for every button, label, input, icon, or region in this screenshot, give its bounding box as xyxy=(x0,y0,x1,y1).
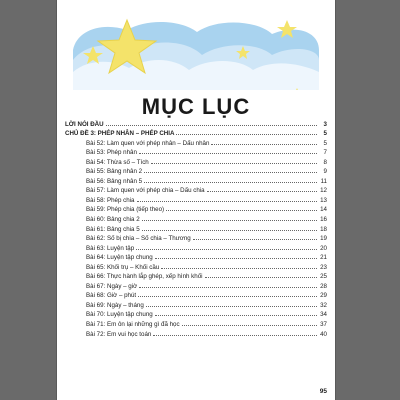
toc-lesson-row xyxy=(65,242,327,252)
toc-section-row xyxy=(65,118,327,128)
toc-entry-page: 21 xyxy=(320,254,327,262)
toc-entry-page: 29 xyxy=(320,292,327,300)
toc-entry-page: 28 xyxy=(320,282,327,290)
toc-entry-page: 7 xyxy=(323,149,327,157)
toc-dot-leader xyxy=(166,209,317,211)
toc-entry-page: 14 xyxy=(320,206,327,214)
toc-dot-leader xyxy=(106,124,317,126)
toc-dot-leader xyxy=(193,238,317,240)
toc-lesson-row xyxy=(65,213,327,223)
toc-entry-label: Bài 59: Phép chia (tiếp theo) xyxy=(86,206,165,214)
toc-lesson-row xyxy=(65,328,327,338)
toc-entry-page: 13 xyxy=(320,196,327,204)
toc-entry-label: Bài 64: Luyện tập chung xyxy=(86,254,153,262)
toc-entry-page: 20 xyxy=(320,244,327,252)
toc-entry-label: Bài 62: Số bị chia – Số chia – Thương xyxy=(86,235,191,243)
toc-entry-page: 3 xyxy=(323,120,327,128)
toc-entry-page: 11 xyxy=(320,177,327,185)
table-of-contents xyxy=(65,118,327,338)
toc-entry-label: Bài 56: Bảng nhân 5 xyxy=(86,177,143,185)
toc-dot-leader xyxy=(205,276,317,278)
toc-lesson-row xyxy=(65,271,327,281)
toc-lesson-row xyxy=(65,280,327,290)
toc-lesson-row xyxy=(65,166,327,176)
toc-lesson-row xyxy=(65,299,327,309)
toc-entry-page: 32 xyxy=(320,301,327,309)
toc-entry-page: 37 xyxy=(320,321,327,329)
toc-entry-page: 5 xyxy=(323,130,327,138)
toc-entry-page: 34 xyxy=(320,311,327,319)
toc-dot-leader xyxy=(142,219,317,221)
toc-entry-label: LỜI NÓI ĐẦU xyxy=(65,120,104,128)
toc-dot-leader xyxy=(138,295,317,297)
toc-entry-label: Bài 65: Khối trụ – Khối cầu xyxy=(86,263,160,271)
toc-lesson-row xyxy=(65,204,327,214)
toc-dot-leader xyxy=(155,314,317,316)
toc-dot-leader xyxy=(155,257,317,259)
toc-dot-leader xyxy=(139,286,317,288)
toc-lesson-row xyxy=(65,156,327,166)
toc-entry-label: Bài 58: Phép chia xyxy=(86,196,135,204)
toc-entry-label: Bài 70: Luyện tập chung xyxy=(86,311,153,319)
toc-lesson-row xyxy=(65,175,327,185)
toc-entry-label: Bài 72: Em vui học toán xyxy=(86,330,152,338)
toc-entry-page: 5 xyxy=(323,139,327,147)
toc-entry-label: Bài 71: Em ôn lại những gì đã học xyxy=(86,321,180,329)
toc-lesson-row xyxy=(65,137,327,147)
toc-lesson-row xyxy=(65,261,327,271)
toc-entry-label: Bài 54: Thừa số – Tích xyxy=(86,158,149,166)
toc-dot-leader xyxy=(207,190,317,192)
toc-entry-label: CHỦ ĐỀ 3: PHÉP NHÂN – PHÉP CHIA xyxy=(65,130,175,138)
toc-entry-page: 9 xyxy=(323,168,327,176)
toc-entry-page: 23 xyxy=(320,263,327,271)
toc-entry-label: Bài 57: Làm quen với phép chia – Dấu chia xyxy=(86,187,205,195)
toc-entry-page: 8 xyxy=(323,158,327,166)
toc-dot-leader xyxy=(151,162,317,164)
toc-section-row xyxy=(65,128,327,138)
toc-lesson-row xyxy=(65,223,327,233)
toc-lesson-row xyxy=(65,185,327,195)
toc-entry-label: Bài 52: Làm quen với phép nhân – Dấu nhân xyxy=(86,139,210,147)
toc-entry-label: Bài 67: Ngày – giờ xyxy=(86,282,138,290)
toc-dot-leader xyxy=(139,152,317,154)
toc-dot-leader xyxy=(153,334,317,336)
toc-dot-leader xyxy=(136,248,317,250)
toc-entry-label: Bài 55: Bảng nhân 2 xyxy=(86,168,143,176)
toc-lesson-row xyxy=(65,290,327,300)
page-number: 95 xyxy=(319,388,327,395)
toc-lesson-row xyxy=(65,233,327,243)
viewer-right-margin xyxy=(335,0,400,400)
toc-entry-page: 40 xyxy=(320,330,327,338)
toc-entry-page: 16 xyxy=(320,216,327,224)
toc-entry-label: Bài 66: Thực hành lắp ghép, xếp hình khối xyxy=(86,273,203,281)
toc-lesson-row xyxy=(65,309,327,319)
toc-entry-page: 19 xyxy=(320,235,327,243)
toc-entry-label: Bài 68: Giờ – phút xyxy=(86,292,137,300)
toc-dot-leader xyxy=(146,305,317,307)
toc-lesson-row xyxy=(65,318,327,328)
toc-dot-leader xyxy=(211,143,317,145)
book-page xyxy=(57,0,335,400)
toc-entry-page: 18 xyxy=(320,225,327,233)
toc-dot-leader xyxy=(137,200,317,202)
toc-dot-leader xyxy=(176,133,317,135)
toc-entry-label: Bài 60: Bảng chia 2 xyxy=(86,216,140,224)
toc-lesson-row xyxy=(65,252,327,262)
toc-entry-label: Bài 61: Bảng chia 5 xyxy=(86,225,140,233)
toc-dot-leader xyxy=(144,181,317,183)
toc-lesson-row xyxy=(65,194,327,204)
toc-dot-leader xyxy=(161,267,317,269)
sky-banner-illustration xyxy=(57,0,335,90)
toc-dot-leader xyxy=(142,229,317,231)
toc-entry-label: Bài 63: Luyện tập xyxy=(86,244,135,252)
page-title: MỤC LỤC xyxy=(141,94,251,119)
toc-dot-leader xyxy=(182,324,317,326)
toc-lesson-row xyxy=(65,147,327,157)
toc-entry-page: 25 xyxy=(320,273,327,281)
toc-entry-page: 12 xyxy=(320,187,327,195)
viewer-left-margin xyxy=(0,0,57,400)
toc-entry-label: Bài 69: Ngày – tháng xyxy=(86,301,144,309)
toc-dot-leader xyxy=(144,171,317,173)
toc-entry-label: Bài 53: Phép nhân xyxy=(86,149,137,157)
